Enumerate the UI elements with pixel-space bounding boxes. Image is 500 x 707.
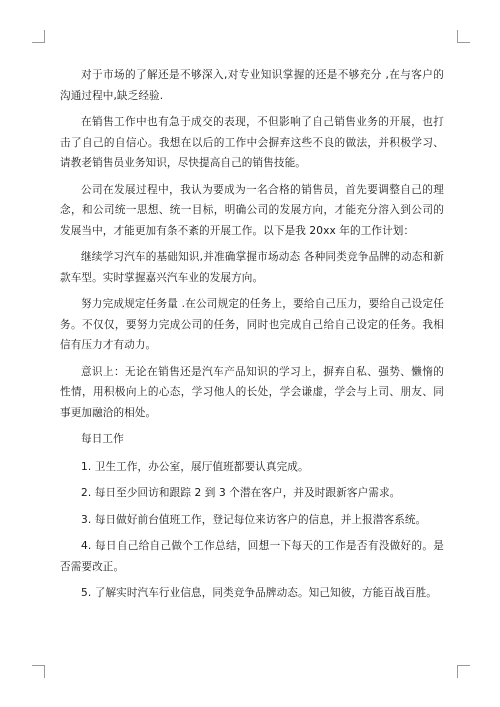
list-item: 5. 了解实时汽车行业信息，同类竞争品牌动态。知己知彼，方能百战百胜。 — [81, 587, 437, 599]
paragraph-company-development: 公司在发展过程中，我认为要成为一名合格的销售员，首先要调整自己的理念，和公司统一思想、统一目标，明确公司的发展方向，才能充分溶入到公司的发展当中，才能更加有条不紊的开展工作。以下是我 20xx 年的工作计划： — [60, 183, 444, 237]
list-item: 4. 每日自己给自己做个工作总结，回想一下每天的工作是否有没做好的。是否需要改正。 — [60, 540, 444, 573]
paragraph-awareness: 意识上：无论在销售还是汽车产品知识的学习上，摒弃自私、强势、懒惰的性情，用积极向上的心态，学习他人的长处，学会谦虚，学会与上司、朋友、同事更加融洽的相处。 — [60, 365, 444, 419]
paragraph-sales-eagerness: 在销售工作中也有急于成交的表现，不但影响了自己销售业务的开展，也打击了自己的自信心。我想在以后的工作中会摒弃这些不良的做法，并积极学习、请教老销售员业务知识，尽快提高自己的销售技能。 — [60, 116, 444, 169]
document-body — [60, 65, 444, 610]
paragraph-continue-learning: 继续学习汽车的基础知识,并准确掌握市场动态 各种同类竞争品牌的动态和新款车型。实时掌握嘉兴汽车业的发展方向。 — [60, 251, 444, 284]
crop-mark-bottom-right — [457, 665, 470, 678]
section-heading-daily-work: 每日工作 — [81, 433, 124, 445]
list-item: 2. 每日至少回访和跟踪 2 到 3 个潜在客户，并及时跟新客户需求。 — [81, 487, 401, 499]
list-item: 1. 卫生工作，办公室，展厅值班都要认真完成。 — [81, 460, 309, 473]
paragraph-task-quota: 努力完成规定任务量 .在公司规定的任务上，要给自己压力，要给自己设定任务。不仅仅，要努力完成公司的任务，同时也完成自己给自己设定的任务。我相信有压力才有动力。 — [60, 298, 444, 351]
crop-mark-top-left — [32, 30, 45, 43]
paragraph-market-understanding: 对于市场的了解还是不够深入,对专业知识掌握的还是不够充分 ,在与客户的沟通过程中,缺乏经验. — [60, 69, 444, 102]
crop-mark-top-right — [457, 30, 470, 43]
list-item: 3. 每日做好前台值班工作，登记每位来访客户的信息，并上报潜客系统。 — [81, 513, 427, 526]
crop-mark-bottom-left — [32, 665, 45, 678]
